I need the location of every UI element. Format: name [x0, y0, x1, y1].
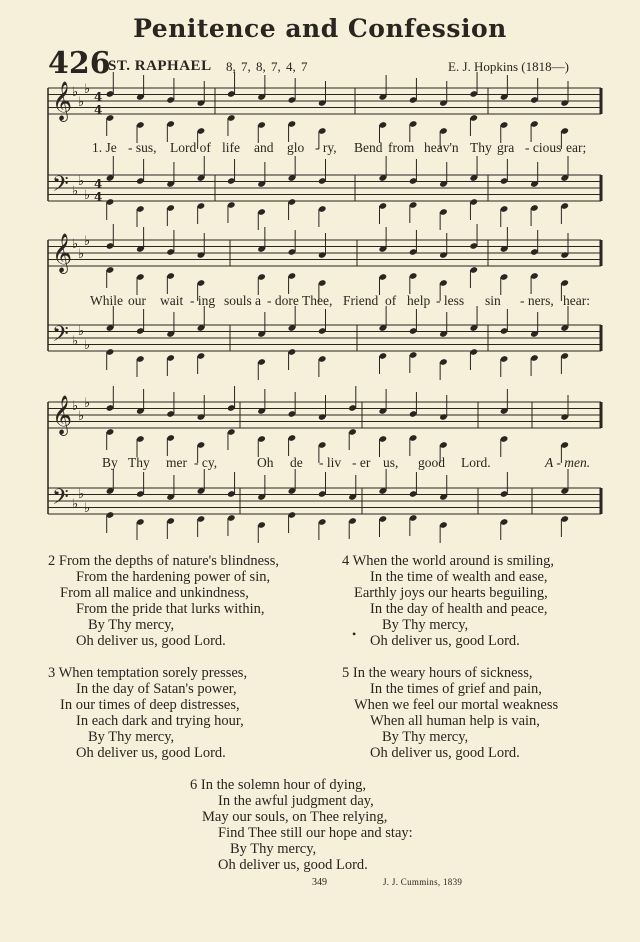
lyric-syllable: mer: [166, 455, 187, 470]
verse-line: In the day of health and peace,: [370, 601, 548, 617]
verse-5: [342, 665, 558, 761]
verse-line: In the times of grief and pain,: [370, 681, 542, 697]
verse-line: Oh deliver us, good Lord.: [370, 633, 520, 649]
flat-icon: ♭: [72, 497, 79, 512]
lyric-syllable: glo: [287, 140, 305, 155]
page-number: 349: [312, 877, 327, 888]
verse-line: When all human help is vain,: [370, 713, 540, 729]
flat-icon: ♭: [72, 399, 79, 414]
verse-line: Oh deliver us, good Lord.: [370, 745, 520, 761]
verse-line: May our souls, on Thee relying,: [202, 809, 388, 825]
flat-icon: ♭: [78, 324, 85, 339]
lyric-syllable: By: [102, 455, 118, 470]
lyric-syllable: help: [407, 293, 431, 308]
lyric-syllable: While: [90, 293, 123, 308]
lyric-syllable: Thy: [128, 455, 150, 470]
verse-3: [48, 665, 247, 761]
verse-4: [342, 553, 554, 649]
flat-icon: ♭: [84, 234, 91, 249]
lyric-syllable: and: [254, 140, 274, 155]
verse-line: In each dark and trying hour,: [76, 713, 244, 729]
lyric-syllable: - sus,: [128, 140, 157, 155]
verse-line: In our times of deep distresses,: [60, 697, 240, 713]
page-title: Penitence and Confession: [133, 14, 507, 43]
composer: E. J. Hopkins (1818—): [448, 59, 569, 74]
time-signature: 4: [94, 177, 103, 191]
lyric-syllable: Bend: [354, 140, 383, 155]
verse-line: In the awful judgment day,: [218, 793, 374, 809]
verse-line: In the day of Satan's power,: [76, 681, 237, 697]
lyric-syllable: - cious: [525, 140, 562, 155]
hymn-number: 426: [48, 46, 111, 81]
time-signature: 4: [94, 190, 103, 204]
lyric-syllable: - dore: [267, 293, 299, 308]
meter: 8, 7, 8, 7, 4, 7: [226, 59, 308, 74]
treble-clef-icon: 𝄞: [52, 233, 73, 273]
lyric-syllable: from: [388, 140, 415, 155]
flat-icon: ♭: [78, 174, 85, 189]
verse-line: 2 From the depths of nature's blindness,: [48, 553, 279, 569]
flat-icon: ♭: [72, 184, 79, 199]
lyric-syllable: sin: [485, 293, 501, 308]
verse-line: 3 When temptation sorely presses,: [48, 665, 248, 681]
flat-icon: ♭: [78, 409, 85, 424]
flat-icon: ♭: [72, 85, 79, 100]
lyric-syllable: a: [255, 293, 261, 308]
verse-line: 6 In the solemn hour of dying,: [190, 777, 366, 793]
lyric-syllable: hear:: [563, 293, 590, 308]
verse-line: When we feel our mortal weakness: [354, 697, 559, 713]
lyric-syllable: Thy: [470, 140, 492, 155]
lyric-syllable: life: [222, 140, 240, 155]
lyric-syllable: our: [128, 293, 146, 308]
lyric-syllable: - cy,: [194, 455, 218, 470]
verse-line: Earthly joys our hearts beguiling,: [354, 585, 548, 601]
bullet-mark: •: [352, 627, 357, 641]
tune-name: ST. RAPHAEL: [108, 58, 212, 74]
flat-icon: ♭: [72, 334, 79, 349]
lyric-syllable: gra: [497, 140, 515, 155]
lyric-syllable: ear;: [566, 140, 587, 155]
lyric-syllable: - ing: [190, 293, 216, 308]
verse-line: By Thy mercy,: [88, 729, 175, 745]
lyric-syllable: of: [385, 293, 397, 308]
verse-line: By Thy mercy,: [230, 841, 317, 857]
verse-line: In the time of wealth and ease,: [370, 569, 548, 585]
treble-clef-icon: 𝄞: [52, 81, 73, 121]
flat-icon: ♭: [84, 82, 91, 97]
flat-icon: ♭: [72, 237, 79, 252]
lyric-syllable: good: [418, 455, 445, 470]
lyric-syllable: us,: [383, 455, 399, 470]
lyric-syllable: heav'n: [424, 140, 459, 155]
lyric-syllable: - ners,: [520, 293, 554, 308]
lyric-syllable: Oh: [257, 455, 274, 470]
flat-icon: ♭: [84, 501, 91, 516]
flat-icon: ♭: [84, 396, 91, 411]
verse-line: From the pride that lurks within,: [76, 601, 265, 617]
verse-line: Find Thee still our hope and stay:: [218, 825, 413, 841]
flat-icon: ♭: [78, 95, 85, 110]
lyric-syllable: souls: [224, 293, 252, 308]
bass-clef-icon: 𝄢: [52, 172, 69, 202]
treble-clef-icon: 𝄞: [52, 395, 73, 435]
lyric-syllable: Thee,: [302, 293, 333, 308]
lyric-syllable: - liv: [319, 455, 342, 470]
verse-line: By Thy mercy,: [88, 617, 175, 633]
amen-lyric: A - men.: [545, 455, 591, 470]
flat-icon: ♭: [78, 247, 85, 262]
verse-line: Oh deliver us, good Lord.: [76, 745, 226, 761]
lyric-syllable: 1. Je: [92, 140, 117, 155]
bass-clef-icon: 𝄢: [52, 485, 69, 515]
verse-line: Oh deliver us, good Lord.: [218, 857, 368, 873]
time-signature: 4: [94, 90, 103, 104]
lyric-syllable: wait: [160, 293, 184, 308]
lyric-syllable: de: [290, 455, 303, 470]
verse-2: [48, 553, 279, 649]
verse-line: 4 When the world around is smiling,: [342, 553, 554, 569]
verse-line: Oh deliver us, good Lord.: [76, 633, 226, 649]
lyric-syllable: - less: [436, 293, 465, 308]
lyric-syllable: - er: [352, 455, 371, 470]
verse-6: [190, 777, 413, 873]
time-signature: 4: [94, 103, 103, 117]
flat-icon: ♭: [84, 188, 91, 203]
verse-line: By Thy mercy,: [382, 729, 469, 745]
verse-line: From all malice and unkindness,: [60, 585, 249, 601]
lyric-syllable: Friend: [343, 293, 379, 308]
flat-icon: ♭: [84, 338, 91, 353]
lyric-syllable: - ry,: [315, 140, 337, 155]
verse-line: 5 In the weary hours of sickness,: [342, 665, 533, 681]
lyric-syllable: Lord of: [170, 140, 211, 155]
verse-line: From the hardening power of sin,: [76, 569, 271, 585]
verse-line: By Thy mercy,: [382, 617, 469, 633]
bass-clef-icon: 𝄢: [52, 322, 69, 352]
lyric-syllable: Lord.: [461, 455, 491, 470]
author-credit: J. J. Cummins, 1839: [383, 877, 463, 887]
flat-icon: ♭: [78, 487, 85, 502]
